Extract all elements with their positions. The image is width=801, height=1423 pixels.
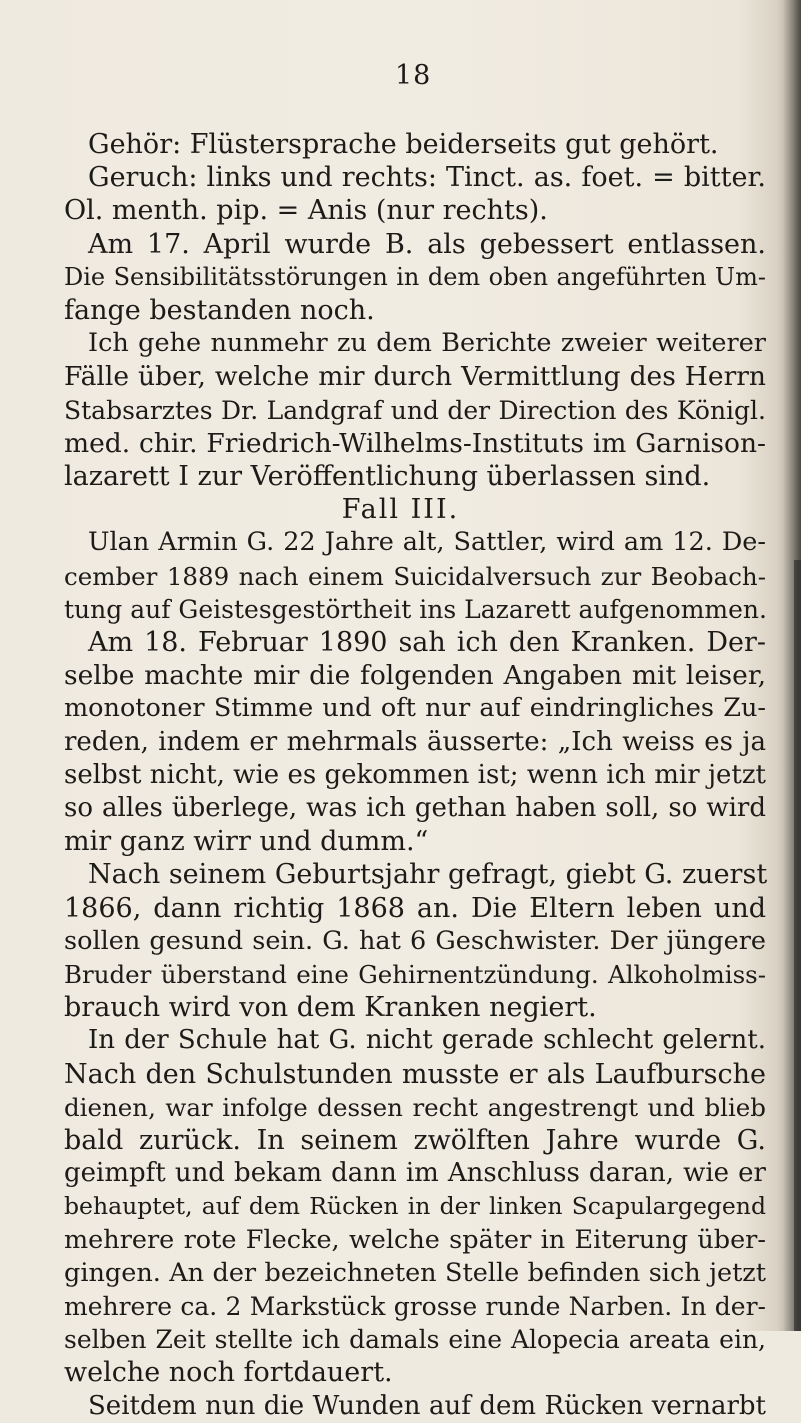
text-line: lazarett I zur Veröffentlichung überlassen sind. <box>64 461 711 492</box>
text-line: behauptet, auf dem Rücken in der linken Scapulargegend <box>64 1192 766 1221</box>
text-line: selbe machte mir die folgenden Angaben mit leiser, <box>64 660 766 692</box>
text-line: Nach den Schulstunden musste er als Laufbursche <box>64 1058 766 1090</box>
text-line: mir ganz wirr und dumm.“ <box>64 826 429 858</box>
text-line: 1866, dann richtig 1868 an. Die Eltern leben und <box>64 892 766 924</box>
text-line: sollen gesund sein. G. hat 6 Geschwister. Der jüngere <box>64 925 766 956</box>
text-line: Am 18. Februar 1890 sah ich den Kranken. Der- <box>88 627 766 658</box>
text-line: fange bestanden noch. <box>64 295 375 326</box>
text-line: Bruder überstand eine Gehirnentzündung. Alkoholmiss- <box>64 960 766 989</box>
text-line: selben Zeit stellte ich damals eine Alopecia areata ein, <box>64 1325 766 1355</box>
text-line: Am 17. April wurde B. als gebessert entlassen. <box>88 228 766 260</box>
text-line: dienen, war infolge dessen recht angestrengt und blieb <box>64 1092 766 1122</box>
text-line: Ol. menth. pip. = Anis (nur rechts). <box>64 195 548 227</box>
text-line: geimpft und bekam dann im Anschluss daran, wie er <box>64 1158 766 1189</box>
text-line: so alles überlege, was ich gethan haben soll, so wird <box>64 793 766 823</box>
text-line: Fälle über, welche mir durch Vermittlung des Herrn <box>64 361 766 393</box>
text-line: monotoner Stimme und oft nur auf eindringliches Zu- <box>64 693 766 724</box>
text-line: bald zurück. In seinem zwölften Jahre wurde G. <box>64 1125 766 1156</box>
text-line: Geruch: links und rechts: Tinct. as. foet. = bitter. <box>88 162 766 194</box>
text-line: Ich gehe nunmehr zu dem Berichte zweier weiterer <box>88 328 766 359</box>
text-line: Stabsarztes Dr. Landgraf und der Direction des Königl. <box>64 395 766 425</box>
page-edge-binding <box>794 560 801 1331</box>
text-line: mehrere ca. 2 Markstück grosse runde Narben. In der- <box>64 1292 766 1321</box>
text-line: In der Schule hat G. nicht gerade schlecht gelernt. <box>88 1025 766 1056</box>
text-line: Seitdem nun die Wunden auf dem Rücken vernarbt <box>88 1390 766 1421</box>
text-line: med. chir. Friedrich-Wilhelms-Instituts im Garnison- <box>64 427 766 459</box>
text-line: tung auf Geistesgestörtheit ins Lazarett aufgenommen. <box>64 594 767 624</box>
text-line: mehrere rote Flecke, welche später in Eiterung über- <box>64 1224 766 1255</box>
text-line: welche noch fortdauert. <box>64 1357 393 1389</box>
text-line: Die Sensibilitätsstörungen in dem oben angeführten Um- <box>64 262 766 291</box>
text-line: Gehör: Flüstersprache beiderseits gut gehört. <box>88 129 719 160</box>
text-line: reden, indem er mehrmals äusserte: „Ich weiss es ja <box>64 726 766 757</box>
text-line: selbst nicht, wie es gekommen ist; wenn ich mir jetzt <box>64 759 766 790</box>
page-number: 18 <box>395 60 432 91</box>
text-line: cember 1889 nach einem Suicidalversuch zur Beobach- <box>64 561 766 591</box>
section-heading: Fall III. <box>341 494 460 526</box>
text-line: Nach seinem Geburtsjahr gefragt, giebt G. zuerst <box>88 859 768 891</box>
text-line: brauch wird von dem Kranken negiert. <box>64 992 597 1024</box>
text-line: gingen. An der bezeichneten Stelle befinden sich jetzt <box>64 1257 766 1288</box>
text-line: Ulan Armin G. 22 Jahre alt, Sattler, wird am 12. De- <box>88 527 766 558</box>
